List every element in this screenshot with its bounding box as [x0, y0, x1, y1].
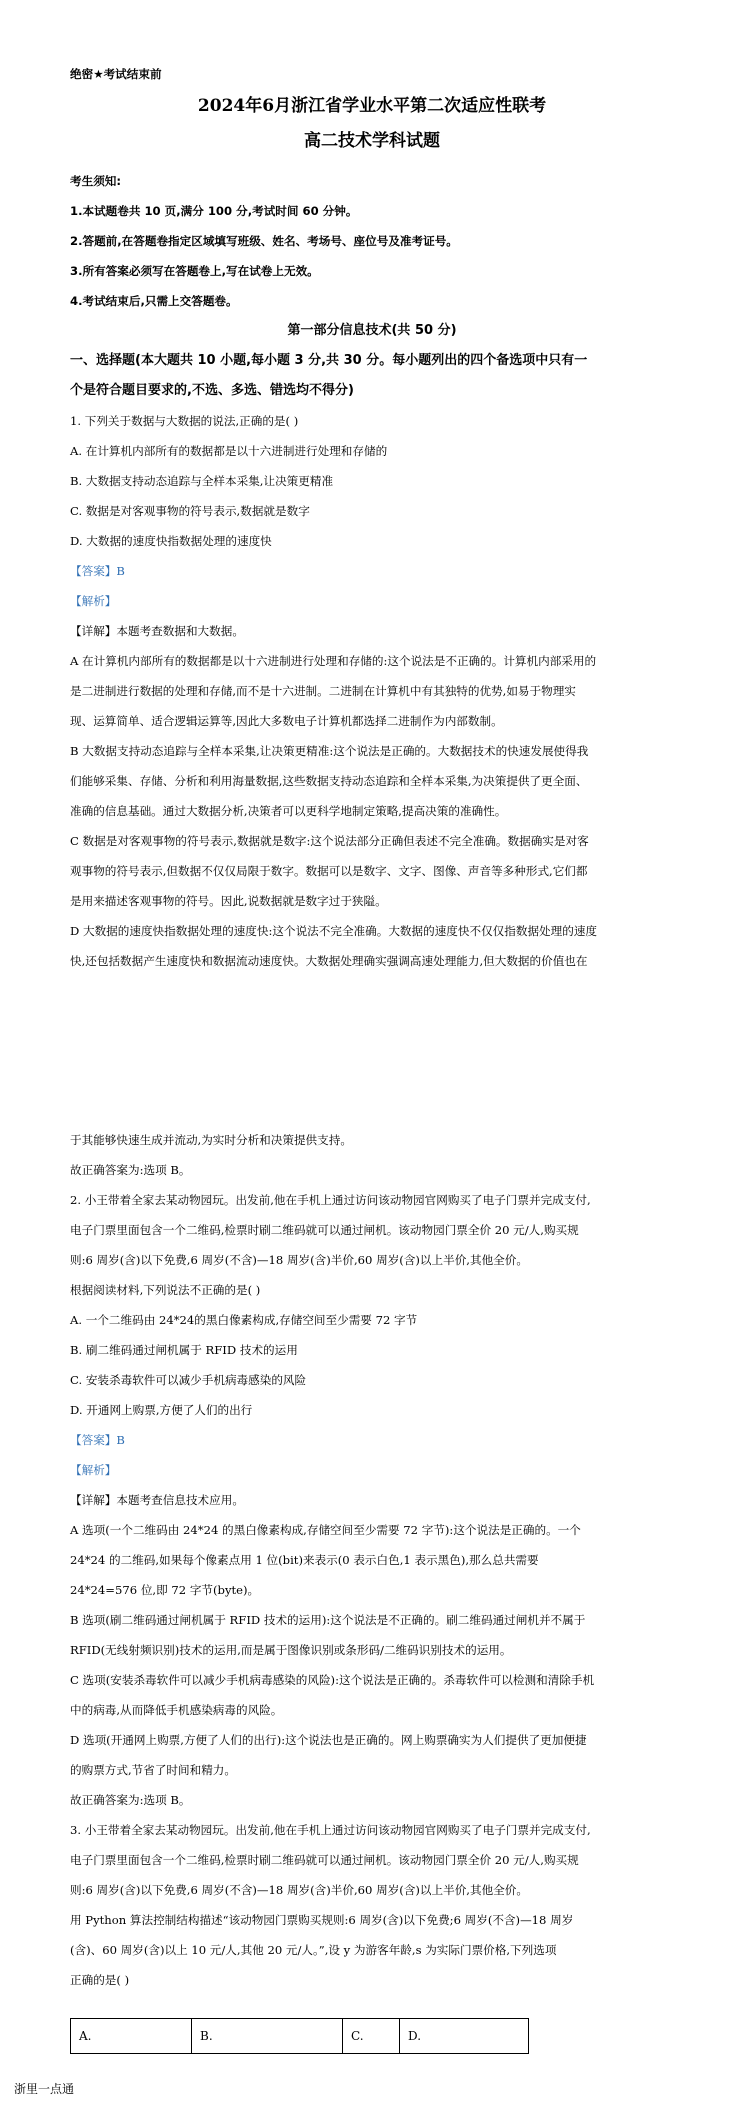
detail-label: 【详解】本题考查信息技术应用。: [70, 1493, 244, 1507]
notice-item: 4.考试结束后,只需上交答题卷。: [70, 294, 238, 308]
answer-label: 【答案】B: [70, 1433, 125, 1447]
explanation-line: 现、运算简单、适合逻辑运算等,因此大多数电子计算机都选择二进制作为内部数制。: [70, 714, 503, 728]
explanation-line: 24*24=576 位,即 72 字节(byte)。: [70, 1583, 260, 1597]
question-stem: 3. 小王带着全家去某动物园玩。出发前,他在手机上通过访问该动物园官网购买了电子门票并完成支付,: [70, 1823, 591, 1837]
question-stem: 电子门票里面包含一个二维码,检票时刷二维码就可以通过闸机。该动物园门票全价 20 元/人,购买规: [70, 1853, 579, 1867]
option-a: A. 在计算机内部所有的数据都是以十六进制进行处理和存储的: [70, 444, 388, 458]
question-stem: 用 Python 算法控制结构描述“该动物园门票购买规则:6 周岁(含)以下免费;6 周岁(不含)—18 周岁: [70, 1913, 574, 1927]
analysis-label: 【解析】: [70, 594, 117, 608]
question-stem: 2. 小王带着全家去某动物园玩。出发前,他在手机上通过访问该动物园官网购买了电子门票并完成支付,: [70, 1193, 591, 1207]
notice-item: 1.本试题卷共 10 页,满分 100 分,考试时间 60 分钟。: [70, 204, 358, 218]
table-cell-b: B.: [192, 2019, 343, 2054]
notice-heading: 考生须知:: [70, 174, 122, 188]
option-c: C. 数据是对客观事物的符号表示,数据就是数字: [70, 504, 310, 518]
option-c: C. 安装杀毒软件可以减少手机病毒感染的风险: [70, 1373, 307, 1387]
exam-title: 2024年6月浙江省学业水平第二次适应性联考: [197, 96, 547, 116]
detail-label: 【详解】本题考查数据和大数据。: [70, 624, 244, 638]
footer-watermark: 浙里一点通: [14, 2082, 75, 2096]
explanation-line: B 大数据支持动态追踪与全样本采集,让决策更精准:这个说法是正确的。大数据技术的快速发展使得我: [70, 744, 589, 758]
explanation-line: 快,还包括数据产生速度快和数据流动速度快。大数据处理确实强调高速处理能力,但大数据的价值也在: [70, 954, 588, 968]
explanation-line: B 选项(刷二维码通过闸机属于 RFID 技术的运用):这个说法是不正确的。刷二维码通过闸机并不属于: [70, 1613, 586, 1627]
section-heading: 一、选择题(本大题共 10 小题,每小题 3 分,共 30 分。每小题列出的四个备选项中只有一: [70, 353, 588, 368]
question-stem: 根据阅读材料,下列说法不正确的是( ): [70, 1283, 261, 1297]
explanation-line: 24*24 的二维码,如果每个像素点用 1 位(bit)来表示(0 表示白色,1 表示黑色),那么总共需要: [70, 1553, 539, 1567]
question-stem: 1. 下列关于数据与大数据的说法,正确的是( ): [70, 414, 299, 428]
explanation-line: 准确的信息基础。通过大数据分析,决策者可以更科学地制定策略,提高决策的准确性。: [70, 804, 507, 818]
conclusion-line: 故正确答案为:选项 B。: [70, 1163, 191, 1177]
conclusion-line: 故正确答案为:选项 B。: [70, 1793, 191, 1807]
explanation-line: 中的病毒,从而降低手机感染病毒的风险。: [70, 1703, 283, 1717]
answer-label: 【答案】B: [70, 564, 125, 578]
explanation-line: 是用来描述客观事物的符号。因此,说数据就是数字过于狭隘。: [70, 894, 387, 908]
explanation-line: RFID(无线射频识别)技术的运用,而是属于图像识别或条形码/二维码识别技术的运用。: [70, 1643, 512, 1657]
explanation-line: 于其能够快速生成并流动,为实时分析和决策提供支持。: [70, 1133, 352, 1147]
table-cell-c: C.: [343, 2019, 400, 2054]
secret-label: 绝密★考试结束前: [70, 67, 162, 81]
explanation-line: C 选项(安装杀毒软件可以减少手机病毒感染的风险):这个说法是正确的。杀毒软件可以检测和清除手机: [70, 1673, 595, 1687]
explanation-line: 是二进制进行数据的处理和存储,而不是十六进制。二进制在计算机中有其独特的优势,如易于物理实: [70, 684, 576, 698]
option-d: D. 开通网上购票,方便了人们的出行: [70, 1403, 253, 1417]
notice-item: 3.所有答案必须写在答题卷上,写在试卷上无效。: [70, 264, 319, 278]
analysis-label: 【解析】: [70, 1463, 117, 1477]
option-b: B. 大数据支持动态追踪与全样本采集,让决策更精准: [70, 474, 334, 488]
table-cell-d: D.: [400, 2019, 529, 2054]
explanation-line: 的购票方式,节省了时间和精力。: [70, 1763, 236, 1777]
explanation-line: C 数据是对客观事物的符号表示,数据就是数字:这个说法部分正确但表述不完全准确。数据确实是对客: [70, 834, 589, 848]
explanation-line: A 选项(一个二维码由 24*24 的黑白像素构成,存储空间至少需要 72 字节):这个说法是正确的。一个: [70, 1523, 581, 1537]
exam-subtitle: 高二技术学科试题: [304, 131, 440, 151]
question-stem: (含)、60 周岁(含)以上 10 元/人,其他 20 元/人。”,设 y 为游客年龄,s 为实际门票价格,下列选项: [70, 1943, 557, 1957]
question-stem: 则:6 周岁(含)以下免费,6 周岁(不含)—18 周岁(含)半价,60 周岁(含)以上半价,其他全价。: [70, 1883, 528, 1897]
section-heading: 个是符合题目要求的,不选、多选、错选均不得分): [70, 383, 354, 398]
question-stem: 则:6 周岁(含)以下免费,6 周岁(不含)—18 周岁(含)半价,60 周岁(含)以上半价,其他全价。: [70, 1253, 528, 1267]
option-a: A. 一个二维码由 24*24的黑白像素构成,存储空间至少需要 72 字节: [70, 1313, 418, 1327]
options-table: [70, 2018, 529, 2054]
question-stem: 正确的是( ): [70, 1973, 130, 1987]
option-d: D. 大数据的速度快指数据处理的速度快: [70, 534, 272, 548]
explanation-line: 们能够采集、存储、分析和利用海量数据,这些数据支持动态追踪和全样本采集,为决策提供了更全面、: [70, 774, 588, 788]
part1-title: 第一部分信息技术(共 50 分): [287, 323, 457, 338]
explanation-line: D 选项(开通网上购票,方便了人们的出行):这个说法也是正确的。网上购票确实为人们提供了更加便捷: [70, 1733, 587, 1747]
explanation-line: 观事物的符号表示,但数据不仅仅局限于数字。数据可以是数字、文字、图像、声音等多种形式,它们都: [70, 864, 588, 878]
table-cell-a: A.: [71, 2019, 192, 2054]
question-stem: 电子门票里面包含一个二维码,检票时刷二维码就可以通过闸机。该动物园门票全价 20 元/人,购买规: [70, 1223, 579, 1237]
notice-item: 2.答题前,在答题卷指定区域填写班级、姓名、考场号、座位号及准考证号。: [70, 234, 458, 248]
option-b: B. 刷二维码通过闸机属于 RFID 技术的运用: [70, 1343, 298, 1357]
explanation-line: A 在计算机内部所有的数据都是以十六进制进行处理和存储的:这个说法是不正确的。计算机内部采用的: [70, 654, 597, 668]
explanation-line: D 大数据的速度快指数据处理的速度快:这个说法不完全准确。大数据的速度快不仅仅指数据处理的速度: [70, 924, 598, 938]
